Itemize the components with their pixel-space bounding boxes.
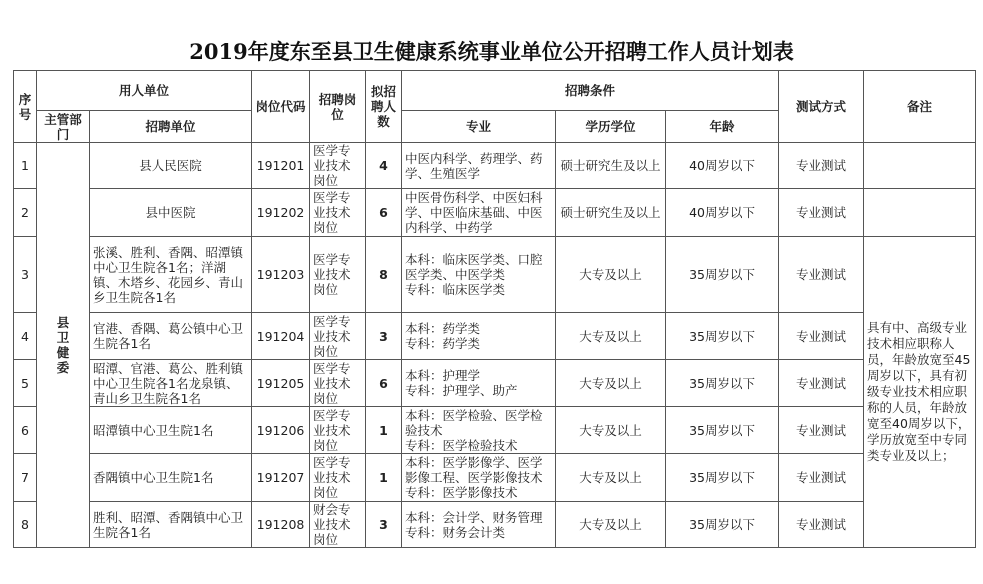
row-count: 1 <box>366 407 402 454</box>
table-row <box>14 360 976 407</box>
row-seq: 1 <box>14 143 37 189</box>
row-post: 医学专业技术岗位 <box>310 237 366 313</box>
header-unit: 招聘单位 <box>90 111 252 143</box>
major-line-1: 本科：药学类 <box>405 321 481 336</box>
remarks-cell: 具有中、高级专业技术相应职称人员，年龄放宽至45周岁以下，具有初级专业技术相应职称的人员，年龄放宽至40周岁以下，学历放宽至中专同类专业及以上； <box>864 237 976 548</box>
row-seq: 3 <box>14 237 37 313</box>
row-test: 专业测试 <box>779 407 864 454</box>
header-major: 专业 <box>402 111 556 143</box>
row-test: 专业测试 <box>779 454 864 502</box>
row-count: 3 <box>366 313 402 360</box>
row-major <box>402 360 556 407</box>
major-line-2: 专科：护理学、助产 <box>405 383 518 398</box>
table-row <box>14 454 976 502</box>
page-title: 2019年度东至县卫生健康系统事业单位公开招聘工作人员计划表 <box>189 39 794 64</box>
header-edu: 学历学位 <box>556 111 666 143</box>
row-test: 专业测试 <box>779 143 864 189</box>
row-code: 191203 <box>252 237 310 313</box>
row-edu: 大专及以上 <box>556 407 666 454</box>
table-row <box>14 237 976 313</box>
row-unit: 县人民医院 <box>90 143 252 189</box>
row-test: 专业测试 <box>779 237 864 313</box>
row-remark-empty <box>864 189 976 237</box>
major-line-1: 中医骨伤科学、中医妇科学、中医临床基础、中医内科学、中药学 <box>405 190 543 235</box>
row-age: 40周岁以下 <box>666 189 779 237</box>
row-post: 医学专业技术岗位 <box>310 360 366 407</box>
row-post: 医学专业技术岗位 <box>310 143 366 189</box>
row-major <box>402 237 556 313</box>
row-count: 6 <box>366 189 402 237</box>
row-count: 8 <box>366 237 402 313</box>
row-major <box>402 143 556 189</box>
row-test: 专业测试 <box>779 502 864 548</box>
row-age: 35周岁以下 <box>666 454 779 502</box>
header-test: 测试方式 <box>779 71 864 143</box>
table-row <box>14 313 976 360</box>
row-age: 35周岁以下 <box>666 237 779 313</box>
major-line-2: 专科：药学类 <box>405 336 481 351</box>
header-dept: 主管部门 <box>37 111 90 143</box>
table-row <box>14 502 976 548</box>
row-major <box>402 502 556 548</box>
row-seq: 5 <box>14 360 37 407</box>
row-age: 35周岁以下 <box>666 407 779 454</box>
major-line-2: 专科：医学检验技术 <box>405 437 518 453</box>
row-code: 191206 <box>252 407 310 454</box>
dept-cell <box>37 143 90 548</box>
header-seq: 序号 <box>14 71 37 143</box>
major-line-1: 中医内科学、药理学、药学、生殖医学 <box>405 150 543 181</box>
row-unit: 官港、香隅、葛公镇中心卫生院各1名 <box>90 313 252 360</box>
major-line-2: 专科：临床医学类 <box>405 282 506 297</box>
row-post: 医学专业技术岗位 <box>310 313 366 360</box>
header-post: 招聘岗位 <box>310 71 366 143</box>
row-edu: 大专及以上 <box>556 360 666 407</box>
major-line-2: 专科：医学影像技术 <box>405 485 518 500</box>
row-age: 35周岁以下 <box>666 313 779 360</box>
row-count: 3 <box>366 502 402 548</box>
major-line-1: 本科：会计学、财务管理 <box>405 509 543 525</box>
row-seq: 8 <box>14 502 37 548</box>
major-line-1: 本科：护理学 <box>405 368 481 383</box>
row-unit: 县中医院 <box>90 189 252 237</box>
row-post: 医学专业技术岗位 <box>310 454 366 502</box>
row-age: 35周岁以下 <box>666 360 779 407</box>
row-post: 医学专业技术岗位 <box>310 407 366 454</box>
row-edu: 大专及以上 <box>556 502 666 548</box>
header-conditions: 招聘条件 <box>402 71 779 111</box>
row-seq: 7 <box>14 454 37 502</box>
row-test: 专业测试 <box>779 313 864 360</box>
header-employer: 用人单位 <box>37 71 252 111</box>
recruitment-plan-table <box>13 70 976 548</box>
row-code: 191201 <box>252 143 310 189</box>
row-edu: 大专及以上 <box>556 237 666 313</box>
major-line-1: 本科：临床医学类、口腔医学类、中医学类 <box>405 252 543 282</box>
row-code: 191202 <box>252 189 310 237</box>
header-code: 岗位代码 <box>252 71 310 143</box>
row-unit: 昭潭镇中心卫生院1名 <box>90 407 252 454</box>
major-line-1: 本科：医学检验、医学检验技术 <box>405 407 543 438</box>
row-major <box>402 189 556 237</box>
row-post: 财会专业技术岗位 <box>310 502 366 548</box>
row-code: 191204 <box>252 313 310 360</box>
row-major <box>402 313 556 360</box>
row-count: 6 <box>366 360 402 407</box>
row-seq: 6 <box>14 407 37 454</box>
row-seq: 4 <box>14 313 37 360</box>
row-unit: 张溪、胜利、香隅、昭潭镇中心卫生院各1名；洋湖镇、木塔乡、花园乡、青山乡卫生院各1名 <box>90 237 252 313</box>
table-row <box>14 189 976 237</box>
row-unit: 香隅镇中心卫生院1名 <box>90 454 252 502</box>
row-edu: 大专及以上 <box>556 313 666 360</box>
row-edu: 大专及以上 <box>556 454 666 502</box>
table-row <box>14 407 976 454</box>
row-test: 专业测试 <box>779 360 864 407</box>
row-count: 1 <box>366 454 402 502</box>
header-age: 年龄 <box>666 111 779 143</box>
major-line-2: 专科：财务会计类 <box>405 524 506 540</box>
row-count: 4 <box>366 143 402 189</box>
row-code: 191205 <box>252 360 310 407</box>
row-unit: 昭潭、官港、葛公、胜利镇中心卫生院各1名龙泉镇、青山乡卫生院各1名 <box>90 360 252 407</box>
header-remarks: 备注 <box>864 71 976 143</box>
row-unit: 胜利、昭潭、香隅镇中心卫生院各1名 <box>90 502 252 548</box>
row-test: 专业测试 <box>779 189 864 237</box>
row-code: 191208 <box>252 502 310 548</box>
header-count: 拟招聘人数 <box>366 71 402 143</box>
dept-name: 县 卫 健 委 <box>56 315 70 375</box>
row-major <box>402 407 556 454</box>
row-seq: 2 <box>14 189 37 237</box>
table-row <box>14 143 976 189</box>
row-remark-empty <box>864 143 976 189</box>
row-edu: 硕士研究生及以上 <box>556 189 666 237</box>
row-edu: 硕士研究生及以上 <box>556 143 666 189</box>
row-age: 40周岁以下 <box>666 143 779 189</box>
row-post: 医学专业技术岗位 <box>310 189 366 237</box>
row-code: 191207 <box>252 454 310 502</box>
row-age: 35周岁以下 <box>666 502 779 548</box>
major-line-1: 本科：医学影像学、医学影像工程、医学影像技术 <box>405 455 543 485</box>
row-major <box>402 454 556 502</box>
